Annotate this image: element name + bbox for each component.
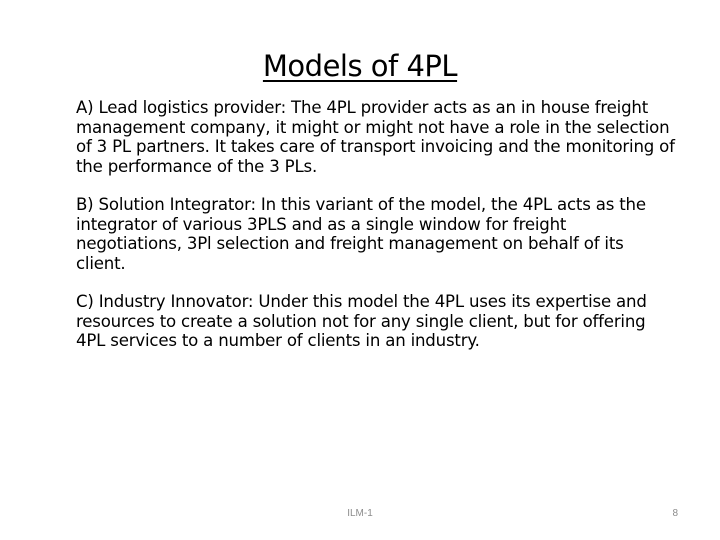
paragraph-solution-integrator: B) Solution Integrator: In this variant of the model, the 4PL acts as the integrator of various 3PLS and as a single window for freight negotiations, 3Pl selection and freight management on behalf of its client.: [76, 195, 646, 273]
footer-label: ILM-1: [347, 508, 373, 519]
slide-body: [76, 98, 676, 370]
paragraph-lead-logistics-provider: A) Lead logistics provider: The 4PL provider acts as an in house freight management company, it might or might not have a role in the selection of 3 PL partners. It takes care of transport invoicing and the monitoring of the performance of the 3 PLs.: [76, 98, 675, 176]
paragraph-industry-innovator: C) Industry Innovator: Under this model the 4PL uses its expertise and resources to create a solution not for any single client, but for offering 4PL services to a number of clients in an industry.: [76, 292, 647, 350]
slide-title: Models of 4PL: [262, 49, 458, 83]
page-number: 8: [672, 508, 678, 519]
